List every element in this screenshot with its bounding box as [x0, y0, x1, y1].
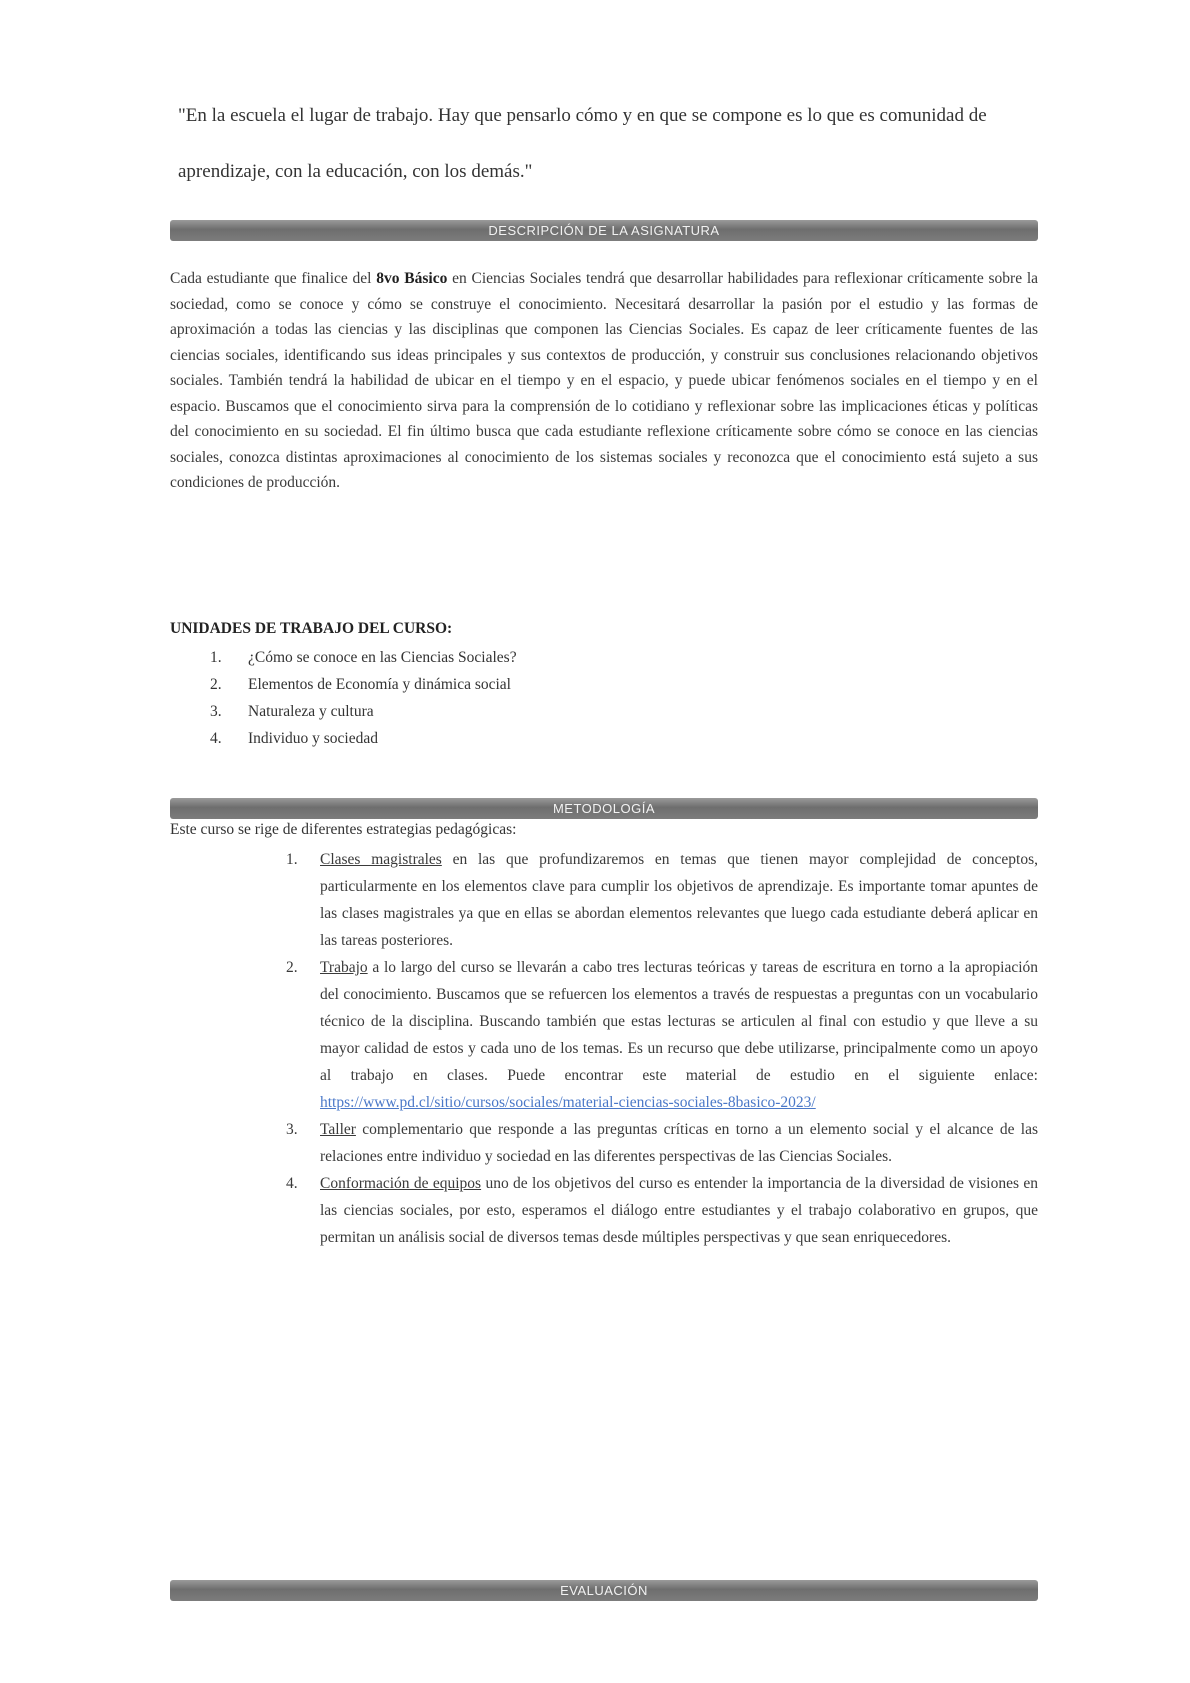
epigraph-quote: "En la escuela el lugar de trabajo. Hay que pensarlo cómo y en que se compone es lo que es comunidad de aprendizaje, con la educación, con los demás."	[178, 105, 987, 182]
description-body: en Ciencias Sociales tendrá que desarrollar habilidades para reflexionar críticamente sobre la sociedad, como se conoce y cómo se construye el conocimiento. Necesitará desarrollar la pasión por el estudio y las formas de aproximación a todas las ciencias y las disciplinas que componen las Ciencias Sociales. Es capaz de leer críticamente fuentes de las ciencias sociales, identificando sus ideas principales y sus contextos de producción, y construir sus conclusiones relacionando objetivos sociales. También tendrá la habilidad de ubicar en el tiempo y en el espacio, y puede ubicar fenómenos sociales en el tiempo y en el espacio. Buscamos que el conocimiento sirva para la comprensión de lo cotidiano y reflexionar sobre las implicaciones éticas y políticas del conocimiento en su sociedad. El fin último busca que cada estudiante reflexione críticamente sobre cómo se conoce en las ciencias sociales, conozca distintas aproximaciones al conocimiento de los sistemas sociales y reconozca que el conocimiento está sujeto a sus condiciones de producción.	[170, 270, 1039, 491]
section-header-methodology: METODOLOGÍA	[170, 798, 1038, 819]
methodology-item: 3. Taller complementario que responde a las preguntas críticas en torno a un elemento social y el alcance de las relaciones entre individuo y sociedad en las diferentes perspectivas de las Ciencias Sociales.	[286, 1121, 1038, 1165]
methodology-item: 1. Clases magistrales en las que profundizaremos en temas que tienen mayor complejidad de conceptos, particularmente en los elementos clave para cumplir los objetivos de aprendizaje. Es importante tomar apuntes de las clases magistrales ya que en ellas se abordan elementos relevantes que luego cada estudiante deberá aplicar en las tareas posteriores.	[286, 851, 1038, 949]
units-item: 4. Individuo y sociedad	[210, 730, 379, 747]
description-paragraph	[170, 266, 1038, 496]
units-item: 3. Naturaleza y cultura	[210, 703, 374, 720]
methodology-list	[286, 846, 1038, 1251]
units-heading: UNIDADES DE TRABAJO DEL CURSO:	[170, 620, 453, 637]
methodology-item-title: Taller	[320, 1121, 356, 1138]
methodology-intro: Este curso se rige de diferentes estrategias pedagógicas:	[170, 821, 517, 838]
units-item: 1. ¿Cómo se conoce en las Ciencias Sociales?	[210, 649, 517, 666]
description-lead: Cada estudiante que finalice del	[170, 270, 372, 287]
methodology-item-title: Clases magistrales	[320, 851, 442, 868]
methodology-item: 2. Trabajo a lo largo del curso se llevarán a cabo tres lecturas teóricas y tareas de escritura en torno a la apropiación del conocimiento. Buscamos que se refuercen los elementos a través de respuestas a preguntas con un vocabulario técnico de la disciplina. Buscando también que estas lecturas se articulen al final con estudio y que lleve a su mayor calidad de estos y cada uno de los temas. Es un recurso que debe utilizarse, principalmente como un apoyo al trabajo en clases. Puede encontrar este material de estudio en el siguiente enlace: https://www.pd.cl/sitio/cursos/sociales/material-ciencias-sociales-8basico-2023/	[286, 959, 1039, 1111]
methodology-item: 4. Conformación de equipos uno de los objetivos del curso es entender la importancia de la diversidad de visiones en las ciencias sociales, por esto, esperamos el diálogo entre estudiantes y el trabajo colaborativo en grupos, que permitan un análisis social de diversos temas desde múltiples perspectivas y que sean enriquecedores.	[286, 1175, 1038, 1246]
material-link[interactable]: https://www.pd.cl/sitio/cursos/sociales/material-ciencias-sociales-8basico-2023/	[320, 1094, 816, 1111]
units-item: 2. Elementos de Economía y dinámica social	[210, 676, 511, 693]
methodology-item-title: Trabajo	[320, 959, 368, 976]
description-bold: 8vo Básico	[376, 270, 448, 287]
methodology-item-title: Conformación de equipos	[320, 1175, 482, 1192]
units-list	[210, 644, 517, 752]
section-header-evaluation: EVALUACIÓN	[170, 1580, 1038, 1601]
section-header-description: DESCRIPCIÓN DE LA ASIGNATURA	[170, 220, 1038, 241]
